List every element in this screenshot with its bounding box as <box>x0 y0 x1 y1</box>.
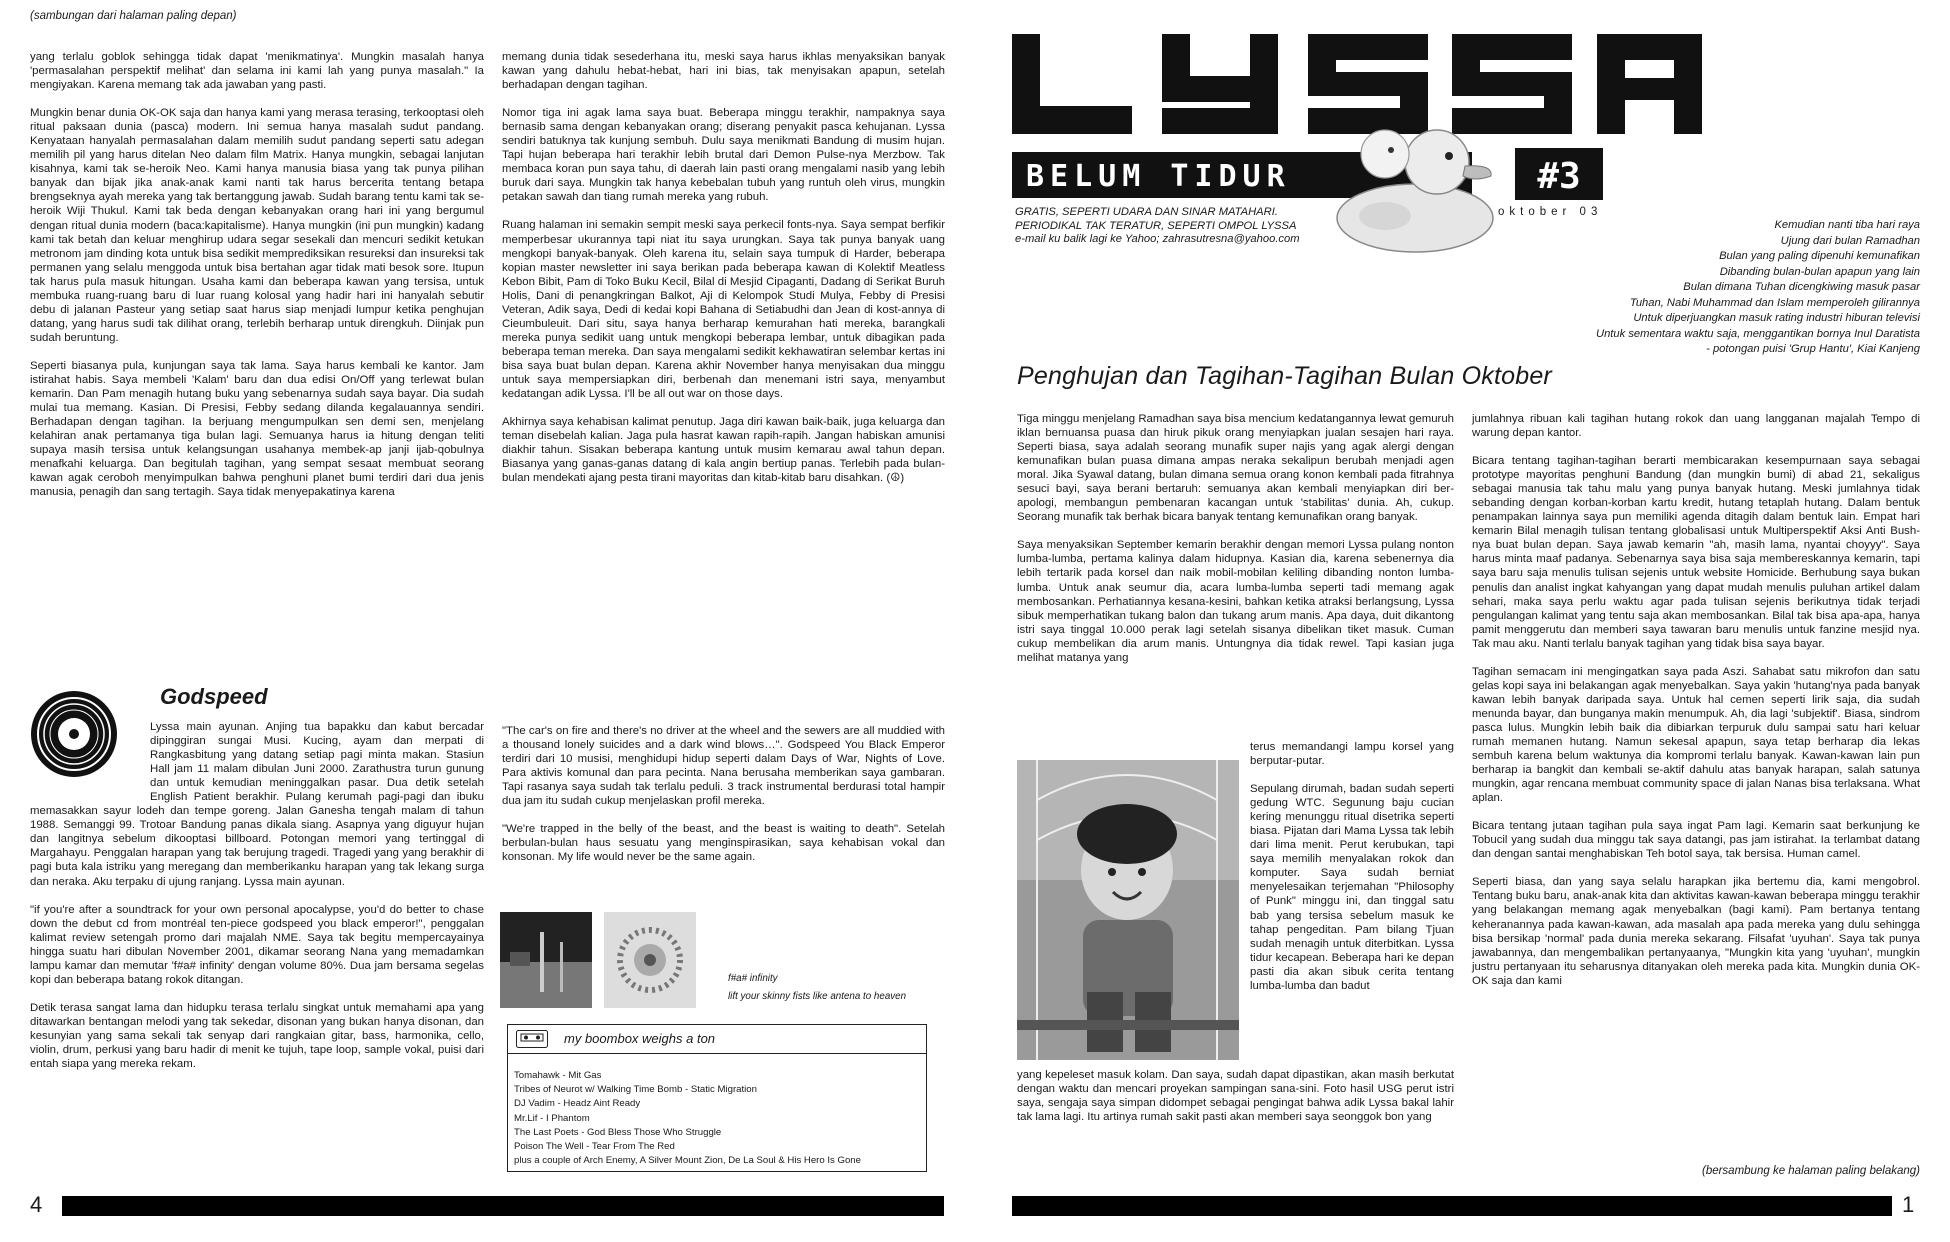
track-item: The Last Poets - God Bless Those Who Struggle <box>514 1126 722 1138</box>
album-cover-image-1 <box>500 912 592 1008</box>
article-headline: Penghujan dan Tagihan-Tagihan Bulan Oktober <box>1017 362 1552 390</box>
issue-date: oktober 03 <box>1498 206 1603 218</box>
paragraph: Mungkin benar dunia OK-OK saja dan hanya kami yang merasa terasing, terkooptasi oleh ritual paksaan dunia (pasca) modern. Ini semua hanya masalah sudut pandang. Kenyataan hanyalah permasalahan dalam memilih sudut pandang seperti satu adegan memilih pil yang harus ditelan Neo dalam film Matrix. Hanya mungkin, sebagai lanjutan kisahnya, kami tak se-heroik Neo. Kami hanya manusia biasa yang tak punya pilihan banyak dan bijak jika anak-anak kami nanti tak harus bercerita tentang betapa brengseknya ayah mereka yang tak bertanggung jawab. Sudah barang tentu kami tak se-heroik Wiji Thukul. Kami tak beda dengan kebanyakan orang hari ini yang bergumul dengan ritual dunia modern (baca:kapitalisme). Hanya mungkin (ini pun mungkin) kadang kami tak betah dan keluar menghirup udara segar sesekali dan mencuri sedikit ketukan metronom jam dinding kota untuk bisa sedikit memprediksikan resureksi dan insureksi tak permanen yang selalu menggoda untuk bisa bertahan agar tidak mati besok sore. Itupun tak harus pula masuk hitungan. Usaha kami dan beberapa kawan yang tersisa, untuk membuka ruang-ruang baru di luar ruang kolosal yang hadir hari ini hanyalah sebutir debu di jalanan Pasteur yang setiap saat harus siap menjadi lumpur ketika penghujan datang, yang harus sudi tak dilihat orang, terlebih berharap untuk direngkuh. Diinjak pun sudah beruntung. <box>30 107 484 344</box>
left-column-2 <box>502 50 945 499</box>
poem-line: Kemudian nanti tiba hari raya <box>1774 219 1920 231</box>
paragraph: "if you're after a soundtrack for your own personal apocalypse, you'd do better to chase down the debut cd from montréal ten-piece godspeed you black emperor!", penggalan kalimat review setengah promo dari majalah NME. Saya tak begitu mempercayainya hingga suatu hari dibulan November 2001, dikamar seorang Nana yang memadamkan lampu kamar dan memutar 'f#a# infinity' dengan volume 80%. Dua jam bersama segelas kopi dan beberapa batang rokok ditangan. <box>30 903 484 986</box>
cassette-icon <box>516 1030 548 1048</box>
paragraph: Tagihan semacam ini mengingatkan saya pada Aszi. Sahabat satu mikrofon dan satu gelas kopi saya ini belakangan agak menyebalkan. Saya yakin 'hutang'nya pada banyak kawan lebih banyak daripada saya. Untuk hal cemen seperti lirik saja, dia sudah menunda bayar, dan bunganya makin menumpuk. Ah, dia lagi 'subjektif'. Biasa, sindrom pasca lulus. Mungkin lebih baik dia dibiarkan terpuruk dulu sampai satu hari keluar rumah memanen hutang. Namun sekesal apapun, saya tetap berharap dia lekas sembuh karena belum waktunya dia kompromi terlalu banyak. Kawan-kawan lain pun berharap ia bangkit dan kembali se-aktif dahulu atas banyak harapan, salah satunya mungkin, agar rencana membuat community space di jalan Nanas bisa terlaksana. What aplan. <box>1472 665 1920 805</box>
svg-text:BELUM TIDUR: BELUM TIDUR <box>1026 159 1291 194</box>
paragraph: Saya menyaksikan September kemarin berakhir dengan memori Lyssa pulang nonton lumba-lumba, pertama kalinya dalam hidupnya. Kasian dia, karena sebenernya dia lebih tertarik pada korsel dan naik mobil-mobilan keliling dibanding nonton lumba-lumba. Untuk anak seumur dia, acara lumba-lumba seperti tadi memang agak membosankan. Perhatiannya kesana-kesini, bahkan ketika atraksi berlangsung, Lyssa sibuk memperhatikan tukang balon dan tukang arum manis. Apa daya, duit dikantong istri saya tinggal 10.000 perak lagi setelah sisanya dibelikan tiket masuk. Cuman cukup membelikan dia arum manis. Untungnya dia tidak rewel. Tapi kasian juga melihat matanya yang <box>1017 539 1454 664</box>
godspeed-title: Godspeed <box>160 684 268 709</box>
paragraph: Tiga minggu menjelang Ramadhan saya bisa mencium kedatangannya lewat gemuruh iklan bernuansa puasa dan hiruk pikuk orang menyiapkan jualan sesajen hari raya. Seperti biasa, saya adalah seorang munafik super najis yang agak alergi dengan kemunafikan bulan puasa dimana ampas neraka sekalipun berubah menjadi agen moral. Jika Syawal datang, bulan dimana semua orang konon kembali pada fitrahnya sesuci bayi, saya berani bertaruh: semuanya akan kembali menyiapkan diri ber-apologi, membangun pembenaran kacangan untuk 'stabilitas' dunia. Ah, cukup. Seorang munafik tak berhak bicara banyak tentang kemunafikan orang banyak. <box>1017 413 1454 524</box>
poem-line: Tuhan, Nabi Muhammad dan Islam memperoleh gilirannya <box>1629 296 1920 309</box>
poem-line: Ujung dari bulan Ramadhan <box>1780 234 1920 247</box>
masthead-tagline <box>1015 206 1300 247</box>
album-cover-image-2 <box>604 912 696 1008</box>
right-column-2 <box>1472 412 1920 992</box>
paragraph: Nomor tiga ini agak lama saya buat. Beberapa minggu terakhir, nampaknya saya bernasib sama dengan kebanyakan orang; diserang penyakit pasca kehujanan. Lyssa sendiri batuknya tak kunjung sembuh. Dulu saya menikmati Bandung di musim hujan. Tapi hujan beberapa hari terakhir lebih brutal dari Demon Pulse-nya Merzbow. Tak membaca koran pun saya tahu, di daerah lain pasti orang mengalami nasib yang lebih buruk dari saya. Mungkin tak hanya kebebalan tubuh yang runtuh oleh virus, mungkin petakan sawah dan tiang rumah mereka yang rubuh. <box>502 107 945 204</box>
rubber-duck-image <box>1325 120 1505 255</box>
paragraph: jumlahnya ribuan kali tagihan hutang rokok dan uang langganan majalah Tempo di warung depan kantor. <box>1472 413 1920 440</box>
boombox-header <box>508 1025 926 1054</box>
footer-bar-right <box>1012 1196 1892 1216</box>
page-number-left: 4 <box>30 1192 43 1217</box>
poem-line: Bulan yang paling dipenuhi kemunafikan <box>1719 250 1920 262</box>
paragraph: "The car's on fire and there's no driver at the wheel and the sewers are all muddied with a thousand lonely suicides and a dark wind blows…". Godspeed You Black Emperor terdiri dari 10 musisi, menghidupi hidup seperti dalam Days of War, Nights of Love. Para aktivis komunal dan para pecinta. Nana berusaha memberikan saya gambaran. Tapi rasanya saya sudah tak terlalu peduli. 3 track instrumental berdurasi total hampir dua jam itu sudah cukup menjelaskan profil mereka. <box>502 725 945 808</box>
paragraph: yang terlalu goblok sehingga tidak dapat 'menikmatinya'. Mungkin masalah hanya 'permasalahan perspektif melihat' dan selama ini kami lah yang punya masalah." Ia mengiyakan. Karena memang tak ada jawaban yang pasti. <box>30 51 484 92</box>
tagline-email-line[interactable]: e-mail ku balik lagi ke Yahoo; zahrasutresna@yahoo.com <box>1015 233 1300 246</box>
tagline-line: PERIODIKAL TAK TERATUR, SEPERTI OMPOL LYSSA <box>1015 219 1297 232</box>
epigraph-poem <box>1480 218 1920 358</box>
paragraph: Ruang halaman ini semakin sempit meski saya perkecil fonts-nya. Saya sempat berfikir memperbesar ukurannya tapi niat itu saya urungkan. Saya tak punya banyak uang mengkopi banyak-banyak. Oleh karena itu, selain saya tumpuk di Harder, beberapa kopian master newsletter ini saya berikan pada beberapa kawan di Kolektif Meatless Kebon Bibit, Pam di Toko Buku Kecil, Bilal di Mesjid Cipaganti, Dadang di Serikat Buruh Holis, Dani di penangkringan Balkot, Aji di Kelompok Studi Mulya, Febby di Presisi Veteran, Adik saya, Dedi di kedai kopi Bahana di Setiabudhi dan Jean di kost-annya di Cieumbuleuit. Dari situ, saya hanya berharap kemurahan hati mereka, barangkali mereka punya sedikit uang untuk mengkopi beberapa lembar, untuk dibagikan pada beberapa teman mereka. Dan saya mengalami sedikit kekhawatiran selembar kertas ini bisa saya buat bulan depan. Karena akhir November hanya menyisakan dua minggu untuk saya mempersiapkan diri, berbenah dan menemani istri saya, menyambut kedatangan adik Lyssa. I'll be all out war on those days. <box>502 219 945 401</box>
godspeed-column-1 <box>30 720 484 1085</box>
issue-number-badge <box>1515 148 1603 200</box>
paragraph: Seperti biasanya pula, kunjungan saya tak lama. Saya harus kembali ke kantor. Jam istirahat habis. Saya membeli 'Kalam' baru dan dua edisi On/Off yang terlewat bulan kemarin. Dan Pam menagih hutang buku yang sebenarnya sudah saya bayar. Dia sudah mulai tua memang. Kasian. Di Presisi, Febby sedang dilanda kegalauannya sendiri. Berhadapan dengan tagihan. Ia berjuang mengumpulkan sen demi sen, menjelang kelahiran anak pertamanya tiga bulan lagi. Semuanya harus ia hitung dengan teliti supaya masih tersisa untuk kelangsungan usahanya membek-ap janji ijab-qobulnya menafkahi keluarga. Dan begitulah tagihan, yang sempat sesaat membuat seorang kawan agak ceroboh menyimpulkan bahwa penghuni planet bumi terdiri dari dua jenis manusia, penagih dan sang tertagih. Saya tidak menyepakatinya karena <box>30 359 484 499</box>
paragraph: Detik terasa sangat lama dan hidupku terasa terlalu singkat untuk memahami apa yang ditawarkan bentangan melodi yang tak sekedar, disonan yang bukan hanya disonan, dan kesunyian yang sama sekali tak senyap dari rangkaian gitar, bass, harmonika, cello, violin, drum, perkusi yang baru hadir di menit ke tujuh, tape loop, sample vokal, puisi dari entah siapa yang mereka rekam. <box>30 1001 484 1071</box>
boombox-box <box>507 1024 927 1172</box>
lyssa-logo <box>1012 34 1702 134</box>
paragraph: memang dunia tidak sesederhana itu, meski saya harus ikhlas menyaksikan banyak kawan yang dahulu hebat-hebat, hari ini bias, tak menyisakan apapun, setelah berhadapan dengan tagihan. <box>502 51 945 92</box>
album-caption: lift your skinny fists like antena to heaven <box>728 991 907 1002</box>
track-item: DJ Vadim - Headz Aint Ready <box>514 1098 641 1110</box>
paragraph: "We're trapped in the belly of the beast, and the beast is waiting to death". Setelah berbulan-bulan haus sesuatu yang menginspirasikan, saya kehabisan vokal dan konsonan. My life would never be the same again. <box>502 823 945 864</box>
track-item: plus a couple of Arch Enemy, A Silver Mount Zion, De La Soul & His Hero Is Gone <box>514 1155 861 1167</box>
page-number-right: 1 <box>1902 1192 1915 1217</box>
godspeed-column-2 <box>502 724 945 878</box>
track-item: Mr.Lif - I Phantom <box>514 1112 590 1124</box>
record-image-spacer <box>30 720 150 798</box>
track-item: Poison The Well - Tear From The Red <box>514 1141 675 1153</box>
paragraph: terus memandangi lampu korsel yang berputar-putar. <box>1250 741 1454 768</box>
paragraph: yang kepeleset masuk kolam. Dan saya, sudah dapat dipastikan, akan masih berkutat dengan waktu dan mencari proyekan sampingan sana-sini. Foto hasil USG perut istri saya, sengaja saya simpan didompet sebagai pengingat bahwa adik Lyssa bakal lahir tak lama lagi. Itu artinya rumah sakit pasti akan memberi saya seonggok bon yang <box>1017 1069 1454 1124</box>
track-list <box>514 1069 861 1168</box>
child-photo <box>1017 760 1239 1060</box>
paragraph: Lyssa main ayunan. Anjing tua bapakku dan kabut bercadar dipinggiran sungai Musi. Kucing, ayam dan merpati di Rangkasbitung yang datang setiap pagi minta makan. Stasiun Hall jam 11 malam dibulan Juni 2000. Zarathustra turun gunung dan untuk kemudian meninggalkan pasar. Dua detik setelah English Patient berakhir. Pulang kerumah pagi-pagi dan ibuku memasakkan sayur lodeh dan tempe goreng. Jalan Ganesha tengah malam di tahun 1988. Semanggi 99. Trotoar Bandung panas dikala siang. Asapnya yang diguyur hujan dan langitnya sebelum dikooptasi billboard. Potongan memori yang tertinggal di Margahayu. Penggalan harapan yang tak berujung tragedi. Tragedi yang yang berakhir di pagi buta kala istriku yang meregang dan memberikanku harapan yang tak lekang surga dan neraka. Aku terpaku di ujung ranjang. Lyssa main ayunan. <box>30 721 484 888</box>
poem-line: Dibanding bulan-bulan apapun yang lain <box>1719 265 1920 278</box>
right-column-1-wrap <box>1250 740 1454 993</box>
tagline-line: GRATIS, SEPERTI UDARA DAN SINAR MATAHARI. <box>1015 206 1278 218</box>
right-column-1 <box>1017 412 1454 665</box>
paragraph: Sepulang dirumah, badan sudah seperti gedung WTC. Segunung baju cucian kering menunggu ritual disetrika seperti biasa. Pijatan dari Mama Lyssa tak lebih dari lima menit. Perut kerubukan, tapi saya memilih menyalakan rokok dan komputer. Saya sudah berniat menyelesaikan terjemahan "Philosophy of Punk" minggu ini, dan tinggal satu bab yang tersisa sebelum masuk ke tahap pengeditan. Pam bilang Tjuan sudah menagih untuk diterbitkan. Lyssa tidur kecapean. Beberapa hari ke depan pasti dia akan sibuk cerita tentang lumba-lumba dan badut <box>1250 783 1454 992</box>
left-column-1 <box>30 50 484 513</box>
right-column-1-bottom <box>1017 1068 1454 1124</box>
paragraph: Bicara tentang jutaan tagihan pula saya ingat Pam lagi. Kemarin saat berkunjung ke Tobucil yang sudah dua minggu tak saya datangi, pas jam istirahat. Ia terlambat datang dan dengan santai menghabiskan Teh botol saya, tak bersisa. Human camel. <box>1472 820 1920 861</box>
paragraph: Seperti biasa, dan yang saya selalu harapkan jika bertemu dia, kami mengobrol. Tentang buku baru, anak-anak kita dan aktivitas kawan-kawan beberapa minggu terakhir yang belakangan memang agak menyebalkan (bagi kami). Pam bertanya tentang keheranannya pada kawan-kawan, ada masalah apa pada mereka yang dulu sehingga bisa bersikap 'normal' pada dunia mereka sekarang. Filsafat 'uyuhan'. Saya tak punya jawabannya, dan mengembalikan pertanyaanya, "Mungkin kita yang 'uyuhan', mungkin justru pertanyaan itu seharusnya ditanyakan oleh mereka pada kita. Mungkin dunia OK-OK saja dan kami <box>1472 876 1920 987</box>
paragraph: Bicara tentang tagihan-tagihan berarti membicarakan kesempurnaan saya sebagai prototype mayoritas penghuni Bandung (dan mungkin bumi) di abad 21, sekaligus sebagai manusia tak tahu malu yang punya banyak hutang. Meski jumlahnya tidak sebanding dengan korban-korban kartu kredit, hutang tetaplah hutang. Dalam bentuk penampakan lainnya saya pun memiliki agenda ditagih dalam bentuk lain. Empat hari kemarin Bilal menagih tulisan tentang globalisasi untuk Multiperspektif Aksi Anti Bush-nya buat bulan depan. Saya jawab kemarin "ah, masih lama, nyantai choyyy". Saya harus minta maaf padanya. Sebenarnya saya bisa saja membereskannya kemarin, tapi saya baru saja menulis tulisan sejenis untuk website Homicide. Berhubung saya bukan penulis dan analist ingkat kahyangan yang dapat mudah menulis puluhan artikel dalam sehari, maka saya perlu waktu agar pada tulisan sejenis berikutnya tidak terjadi pengulangan kalimat yang tentu saja akan membosankan. Bilal tak bisa apa-apa, hanya pamit menggerutu dan memberi saya tawaran baru menulis untuk fanzine mesjid nya. Tak mau aku. Nanti terlalu banyak tagihan yang tidak bisa saya bayar. <box>1472 455 1920 650</box>
album-captions <box>728 970 906 1006</box>
continued-from-note: (sambungan dari halaman paling depan) <box>30 10 237 22</box>
track-item: Tomahawk - Mit Gas <box>514 1070 602 1081</box>
track-item: Tribes of Neurot w/ Walking Time Bomb - Static Migration <box>514 1084 757 1096</box>
boombox-title: my boombox weighs a ton <box>564 1031 716 1046</box>
continued-to-note: (bersambung ke halaman paling belakang) <box>1701 1165 1920 1177</box>
svg-text:#3: #3 <box>1537 156 1581 197</box>
poem-line: Untuk sementara waktu saja, menggantikan bornya Inul Daratista <box>1596 327 1920 340</box>
footer-bar-left <box>62 1196 944 1216</box>
poem-attribution: - potongan puisi 'Grup Hantu', Kiai Kanjeng <box>1706 343 1920 355</box>
poem-line: Bulan dimana Tuhan dicengkiwing masuk pasar <box>1683 281 1920 293</box>
poem-line: Untuk diperjuangkan masuk rating industri hiburan televisi <box>1633 312 1920 324</box>
album-caption: f#a# infinity <box>728 973 778 984</box>
paragraph: Akhirnya saya kehabisan kalimat penutup. Jaga diri kawan baik-baik, juga keluarga dan teman disebelah kalian. Jaga pula hasrat kawan rapih-rapih. Jangan habiskan amunisi diakhir tahun. Sisakan beberapa kantung untuk musim kemarau awal tahun depan. Biasanya yang ganas-ganas datang di kala angin bertiup panas. Terlebih pada bulan-bulan mendekati ajang pesta tirani mayoritas dan kitab-kitab baru disahkan. (☮) <box>502 416 945 485</box>
